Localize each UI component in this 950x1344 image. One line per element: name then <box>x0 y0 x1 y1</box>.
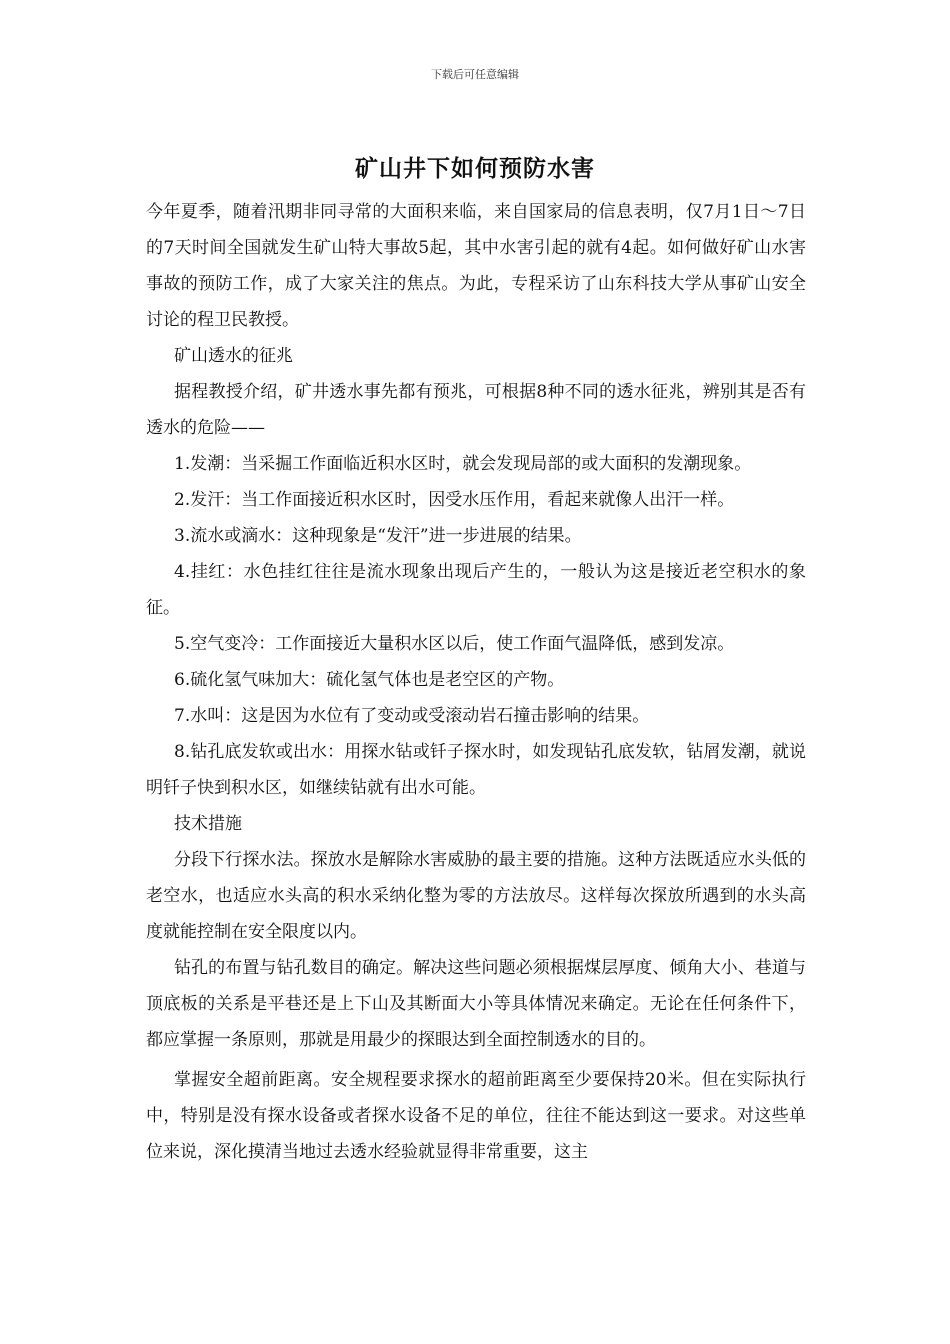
sign-item-8: 8.钻孔底发软或出水：用探水钻或钎子探水时，如发现钻孔底发软，钻屑发潮，就说明钎子快到积水区，如继续钻就有出水可能。 <box>146 742 806 798</box>
sign-item-4: 4.挂红：水色挂红往往是流水现象出现后产生的，一般认为这是接近老空积水的象征。 <box>146 562 806 618</box>
measure-paragraph-1: 分段下行探水法。探放水是解除水害威胁的最主要的措施。这种方法既适应水头低的老空水，也适应水头高的积水采纳化整为零的方法放尽。这样每次探放所遇到的水头高度就能控制在安全限度以内。 <box>146 850 806 942</box>
measure-paragraph-3: 掌握安全超前距离。安全规程要求探水的超前距离至少要保持20米。但在实际执行中，特别是没有探水设备或者探水设备不足的单位，往往不能达到这一要求。对这些单位来说，深化摸清当地过去透水经验就显得非常重要，这主 <box>146 1070 806 1162</box>
document-title: 矿山井下如何预防水害 <box>355 155 595 182</box>
intro-paragraph: 今年夏季，随着汛期非同寻常的大面积来临，来自国家局的信息表明，仅7月1日～7日的7天时间全国就发生矿山特大事故5起，其中水害引起的就有4起。如何做好矿山水害事故的预防工作，成了大家关注的焦点。为此，专程采访了山东科技大学从事矿山安全讨论的程卫民教授。 <box>146 202 806 330</box>
section-heading-signs: 矿山透水的征兆 <box>174 346 293 366</box>
sign-item-1: 1.发潮：当采掘工作面临近积水区时，就会发现局部的或大面积的发潮现象。 <box>174 454 752 474</box>
measure-paragraph-2: 钻孔的布置与钻孔数目的确定。解决这些问题必须根据煤层厚度、倾角大小、巷道与顶底板的关系是平巷还是上下山及其断面大小等具体情况来确定。无论在任何条件下，都应掌握一条原则，那就是用最少的探眼达到全面控制透水的目的。 <box>146 958 806 1050</box>
signs-intro-paragraph: 据程教授介绍，矿井透水事先都有预兆，可根据8种不同的透水征兆，辨别其是否有透水的危险—— <box>146 382 806 438</box>
sign-item-3: 3.流水或滴水：这种现象是“发汗”进一步进展的结果。 <box>174 526 582 546</box>
sign-item-7: 7.水叫：这是因为水位有了变动或受滚动岩石撞击影响的结果。 <box>174 706 650 726</box>
sign-item-6: 6.硫化氢气味加大：硫化氢气体也是老空区的产物。 <box>174 670 565 690</box>
section-heading-measures: 技术措施 <box>174 814 242 834</box>
header-note: 下载后可任意编辑 <box>431 68 519 81</box>
document-body <box>146 194 806 1170</box>
sign-item-2: 2.发汗：当工作面接近积水区时，因受水压作用，看起来就像人出汗一样。 <box>174 490 735 510</box>
sign-item-5: 5.空气变冷：工作面接近大量积水区以后，使工作面气温降低，感到发凉。 <box>174 634 735 654</box>
